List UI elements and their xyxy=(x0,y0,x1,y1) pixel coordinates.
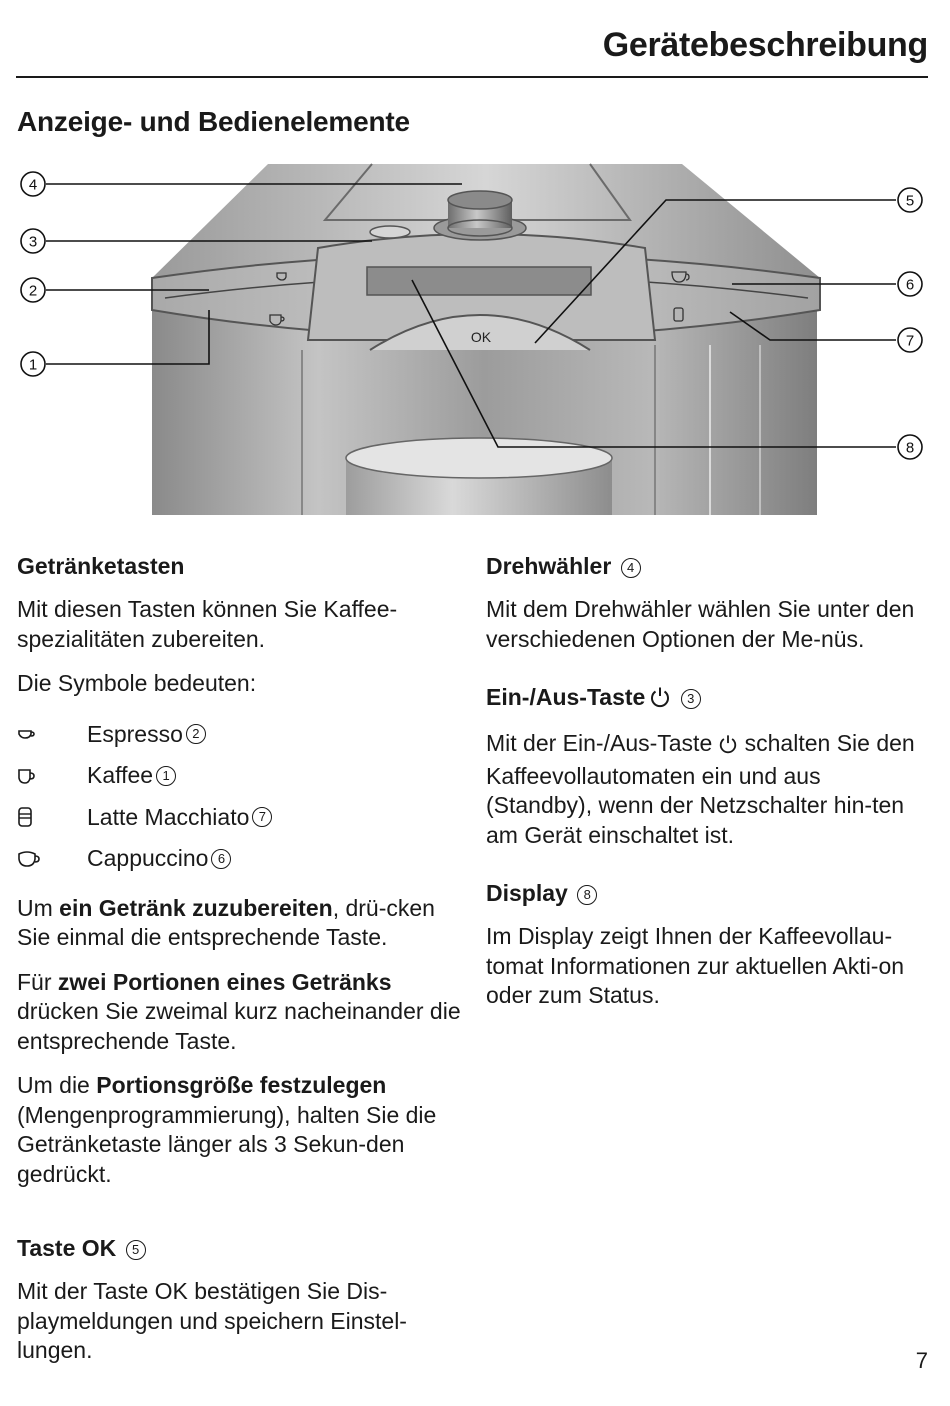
right-column xyxy=(486,552,931,1026)
page-header-title: Gerätebeschreibung xyxy=(602,26,928,64)
coffee-cup-icon xyxy=(17,767,87,785)
callout-ref: 8 xyxy=(577,885,597,905)
callout-ref: 7 xyxy=(252,807,272,827)
dial-heading: Drehwähler 4 xyxy=(486,552,931,581)
latte-glass-icon xyxy=(17,806,87,828)
control-panel-diagram xyxy=(0,160,950,520)
list-item xyxy=(17,797,467,839)
callout-ref: 2 xyxy=(186,724,206,744)
power-text: Mit der Ein-/Aus-Taste schalten Sie den Kaffeevollautomaten ein und aus (Standby), wenn der Netzschalter hin-ten am Gerät einschaltet ist. xyxy=(486,730,915,848)
callout-6: 6 xyxy=(905,276,915,294)
callout-1: 1 xyxy=(28,356,38,374)
display-heading: Display 8 xyxy=(486,879,931,908)
ok-button-text: Mit der Taste OK bestätigen Sie Dis-playmeldungen und speichern Einstel-lungen. xyxy=(17,1278,407,1363)
symbols-intro: Die Symbole bedeuten: xyxy=(17,670,257,696)
callout-ref: 1 xyxy=(156,766,176,786)
symbol-label: Kaffee xyxy=(87,762,154,788)
callout-2: 2 xyxy=(28,282,38,300)
header-rule xyxy=(16,76,928,78)
symbol-label: Espresso xyxy=(87,720,183,747)
display-text: Im Display zeigt Ihnen der Kaffeevollau-tomat Informationen zur aktuellen Akti-on oder zum Status. xyxy=(486,923,905,1008)
page-number: 7 xyxy=(915,1348,928,1373)
portion-size-text: Um die Portionsgröße festzulegen (Mengenprogrammierung), halten Sie die Getränketaste länger als 3 Sekun-den gedrückt. xyxy=(17,1072,437,1187)
list-item xyxy=(17,838,467,880)
power-icon xyxy=(649,686,671,715)
single-portion-text: Um ein Getränk zuzubereiten, drü-cken Sie einmal die entsprechende Taste. xyxy=(17,894,435,950)
espresso-cup-icon xyxy=(17,727,87,741)
callout-5: 5 xyxy=(905,192,915,210)
callout-ref: 3 xyxy=(681,689,701,709)
callout-7: 7 xyxy=(905,332,915,350)
callout-ref: 6 xyxy=(211,849,231,869)
list-item xyxy=(17,755,467,797)
callout-ref: 4 xyxy=(621,558,641,578)
section-title: Anzeige- und Bedienelemente xyxy=(17,106,410,137)
power-icon xyxy=(718,732,738,762)
symbol-label: Latte Macchiato xyxy=(87,803,250,830)
double-portion-text: Für zwei Portionen eines Getränks drücken Sie zweimal kurz nacheinander die entsprechende Taste. xyxy=(17,968,461,1054)
dial-text: Mit dem Drehwähler wählen Sie unter den verschiedenen Optionen der Me-nüs. xyxy=(486,596,915,652)
list-item xyxy=(17,714,467,756)
power-heading: Ein-/Aus-Taste 3 xyxy=(486,683,931,715)
callout-ref: 5 xyxy=(126,1240,146,1260)
symbol-list xyxy=(17,714,467,880)
beverage-buttons-text: Mit diesen Tasten können Sie Kaffee-spezialitäten zubereiten. xyxy=(17,596,398,652)
ok-button-label: OK xyxy=(470,329,492,345)
beverage-buttons-heading: Getränketasten xyxy=(17,553,185,579)
ok-button-heading: Taste OK 5 xyxy=(17,1234,467,1263)
cappuccino-cup-icon xyxy=(17,849,87,869)
symbol-label: Cappuccino xyxy=(87,845,209,871)
callout-8: 8 xyxy=(905,439,915,457)
callout-3: 3 xyxy=(28,233,38,251)
left-column xyxy=(17,552,467,1381)
callout-4: 4 xyxy=(28,176,38,194)
